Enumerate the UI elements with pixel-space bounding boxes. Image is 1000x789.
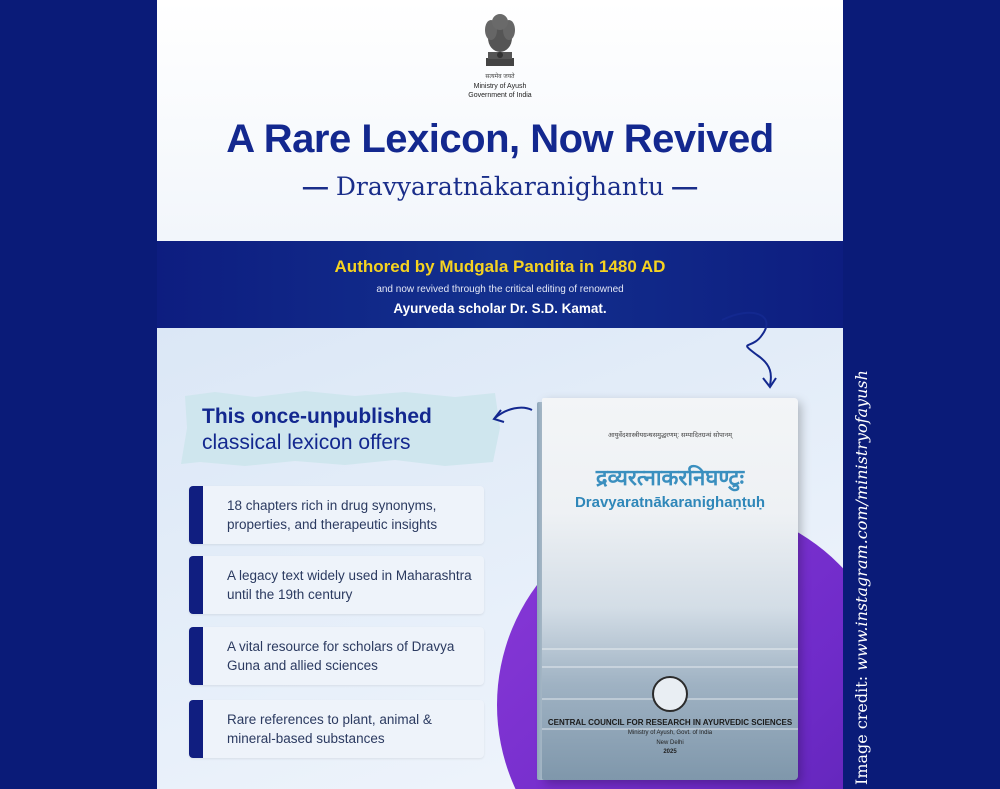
credit-label: Image credit: [852,675,871,785]
header [157,0,843,241]
page-subtitle [157,172,843,202]
list-item-bar [189,486,203,544]
ccras-logo-icon [652,676,688,712]
list-item-text: 18 chapters rich in drug synonyms, properties, and therapeutic insights [227,498,438,532]
book-sanskrit-title: द्रव्यरत्नाकरनिघण्टुः [595,465,745,491]
book-year: 2025 [663,749,677,755]
book-city: New Delhi [656,740,684,746]
list-item-text: A legacy text widely used in Maharashtra until the 19th century [227,568,472,602]
national-emblem-icon [478,8,522,70]
subtitle-dash-left: — [302,173,328,201]
author-line: Authored by Mudgala Pandita in 1480 AD [334,257,666,276]
list-item-bar [189,700,203,758]
water-wave [542,648,798,650]
water-wave [542,666,798,668]
poster [157,0,843,789]
subtitle-text: Dravyaratnākaranighantu [335,172,665,201]
left-border [0,0,157,789]
image-credit [852,370,882,785]
list-item-text: A vital resource for scholars of Dravya Guna and allied sciences [227,639,455,673]
book-series-line: आयुर्वेदशास्त्रीयग्रन्थसमुद्धरणम्: सम्पादितग्रन्थं सोपानम् [607,432,733,439]
book-ministry: Ministry of Ayush, Govt. of India [627,730,713,736]
emblem-motto: सत्यमेव जयते [485,74,515,80]
list-item [189,700,484,758]
book-english-title: Dravyaratnākaranighaṇṭuḥ [574,494,766,511]
list-item-bar [189,556,203,614]
list-item [189,556,484,614]
list-item-text: Rare references to plant, animal & mineral-based substances [227,712,432,746]
intro-heading: This once-unpublished [202,405,432,428]
list-item [189,627,484,685]
intro-subheading: classical lexicon offers [202,431,411,454]
page-title: A Rare Lexicon, Now Revived [226,117,774,161]
list-item [189,486,484,544]
subtitle-dash-right: — [672,173,698,201]
ministry-name: Ministry of Ayush [473,83,527,90]
list-item-bar [189,627,203,685]
book-publisher: CENTRAL COUNCIL FOR RESEARCH IN AYURVEDIC SCIENCES [547,718,793,727]
revival-line: and now revived through the critical editing of renowned [376,284,624,295]
arrow-left-icon [487,400,537,430]
curly-arrow-icon [717,300,797,390]
book-cover [542,398,798,780]
emblem-caption [450,73,550,100]
government-name: Government of India [468,92,532,99]
credit-link[interactable]: www.instagram.com/ministryofayush [852,370,871,671]
scholar-line: Ayurveda scholar Dr. S.D. Kamat. [393,301,607,316]
